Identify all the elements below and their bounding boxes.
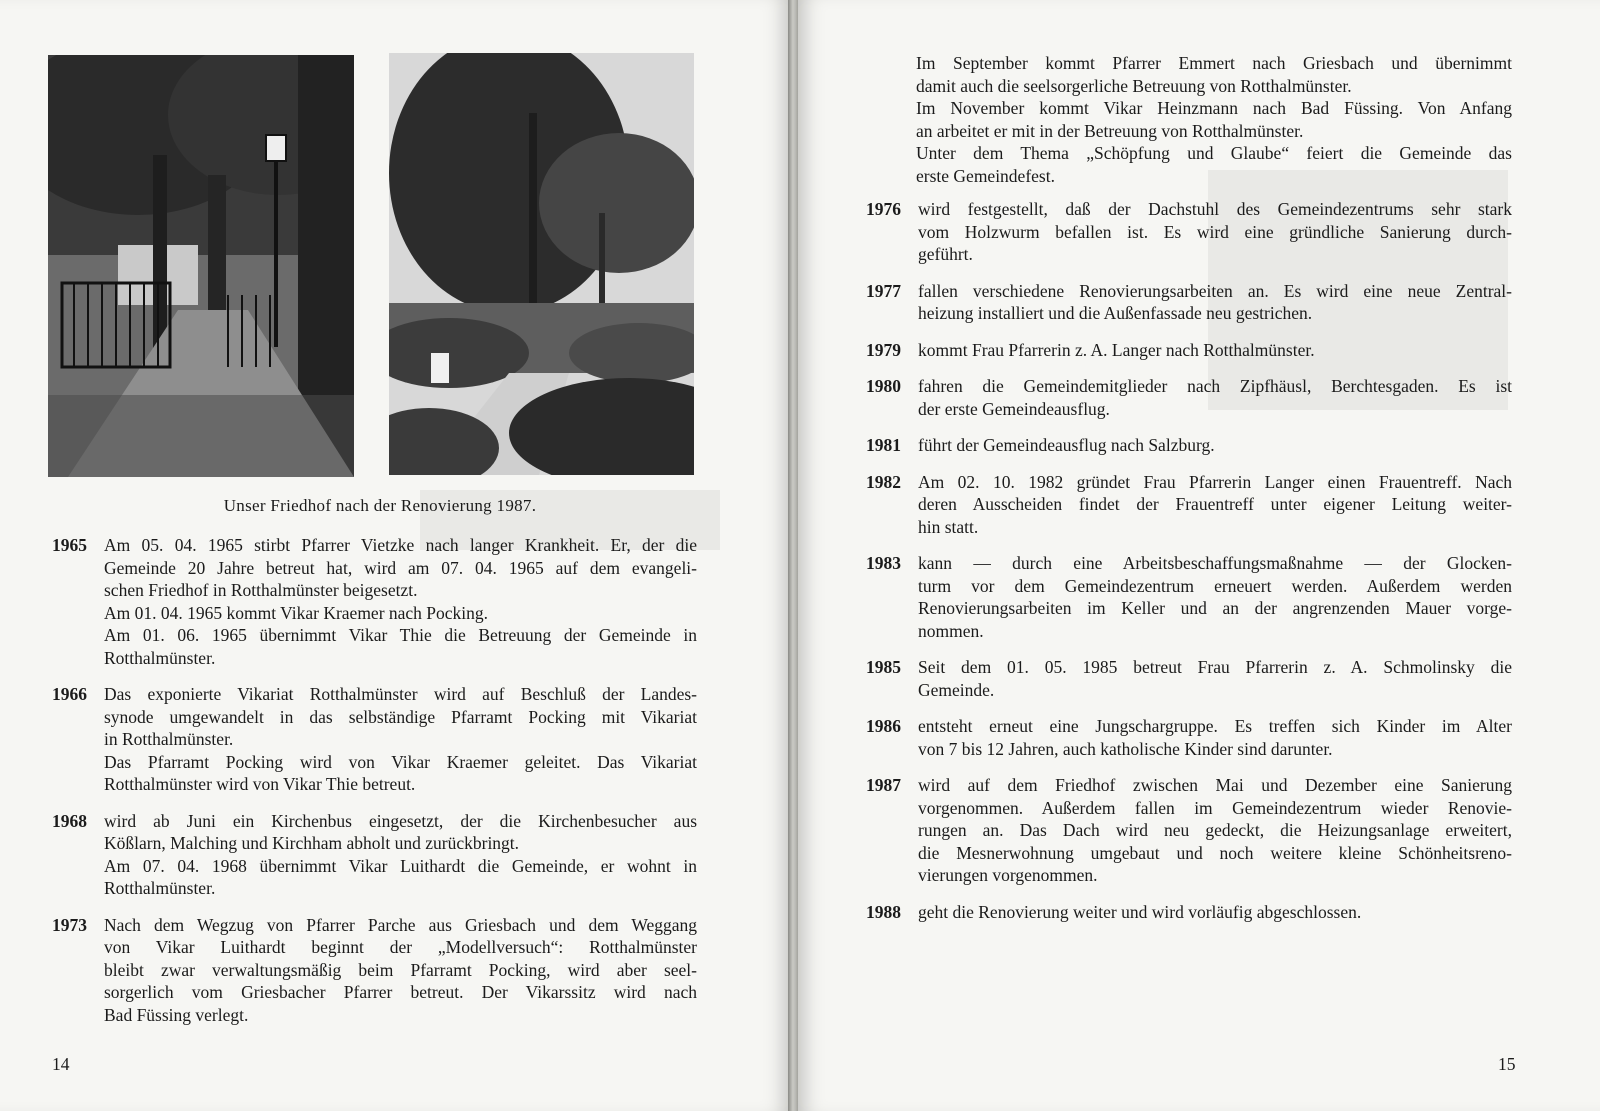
entry-text <box>104 810 697 900</box>
chronicle-entry <box>52 914 697 1027</box>
entry-text <box>918 339 1512 362</box>
text-line: hin statt. <box>918 516 979 537</box>
text-line: vierungen vorgenommen. <box>918 865 1098 885</box>
text-line: Das Pfarramt Pocking wird von Vikar Kraemer geleitet. Das Vikariat <box>104 751 697 772</box>
entry-text <box>918 434 1512 457</box>
text-line: Gemeinde 20 Jahre betreut hat, wird am 07. 04. 1965 auf dem evangeli- <box>104 557 697 578</box>
text-line: Rotthalmünster wird von Vikar Thie betreut. <box>104 774 416 794</box>
entry-year: 1983 <box>866 553 901 573</box>
entry-year: 1979 <box>866 339 901 360</box>
text-line: Am 05. 04. 1965 stirbt Pfarrer Vietzke nach langer Krankheit. Er, der die <box>104 535 697 555</box>
text-line: nommen. <box>918 620 984 641</box>
entry-year: 1986 <box>866 716 901 736</box>
text-line: fallen verschiedene Renovierungsarbeiten an. Es wird eine neue Zentral- <box>918 280 1512 301</box>
entry-text <box>918 375 1512 420</box>
entry-year: 1977 <box>866 280 901 301</box>
entry-year: 1968 <box>52 810 87 831</box>
text-line: von 7 bis 12 Jahren, auch katholische Kinder sind darunter. <box>918 738 1333 759</box>
text-line: Seit dem 01. 05. 1985 betreut Frau Pfarrerin z. A. Schmolinsky die <box>918 657 1512 677</box>
text-line: Unter dem Thema „Schöpfung und Glaube“ feiert die Gemeinde das <box>916 143 1512 163</box>
entry-text <box>918 774 1512 887</box>
text-line: Kößlarn, Malching und Kirchham abholt und zurückbringt. <box>104 833 520 853</box>
text-line: erste Gemeindefest. <box>916 165 1055 186</box>
entry-year: 1976 <box>866 199 901 219</box>
text-line: Im September kommt Pfarrer Emmert nach Griesbach und übernimmt <box>916 53 1512 73</box>
cemetery-garden-photo <box>389 53 694 475</box>
text-line: wird ab Juni ein Kirchenbus eingesetzt, der die Kirchenbesucher aus <box>104 810 697 831</box>
text-line: sorgerlich vom Griesbacher Pfarrer betreut. Der Vikarssitz wird nach <box>104 982 697 1002</box>
text-line: Rotthalmünster. <box>104 647 216 668</box>
chronicle-entry <box>52 810 697 900</box>
text-line: entsteht erneut eine Jungschargruppe. Es treffen sich Kinder im Alter <box>918 716 1512 736</box>
text-line: kommt Frau Pfarrerin z. A. Langer nach Rotthalmünster. <box>918 339 1315 360</box>
entry-year: 1988 <box>866 901 901 922</box>
page-number: 15 <box>1498 1054 1516 1074</box>
entry-year: 1985 <box>866 657 901 677</box>
chronicle-entry <box>866 552 1512 642</box>
text-line: bleibt zwar verwaltungsmäßig beim Pfarramt Pocking, wird aber seel- <box>104 959 697 980</box>
entry-text <box>918 715 1512 760</box>
entry-text <box>918 552 1512 642</box>
entry-text <box>104 914 697 1027</box>
text-line: vorgenommen. Außerdem fallen im Gemeindezentrum wieder Renovie- <box>918 797 1512 818</box>
entry-year: 1982 <box>866 471 901 492</box>
entry-text <box>918 280 1512 325</box>
entry-text <box>104 534 697 669</box>
text-line: heizung installiert und die Außenfassade neu gestrichen. <box>918 303 1313 323</box>
entry-year: 1965 <box>52 535 87 555</box>
entry-text <box>918 656 1512 701</box>
text-line: Am 01. 04. 1965 kommt Vikar Kraemer nach Pocking. <box>104 602 489 623</box>
left-page <box>0 0 790 1111</box>
cemetery-gate-photo <box>48 55 354 477</box>
text-line: geführt. <box>918 244 973 264</box>
entry-text <box>918 901 1512 924</box>
text-line: Renovierungsarbeiten im Keller und an der angrenzenden Mauer vorge- <box>918 598 1512 618</box>
text-line: kann — durch eine Arbeitsbeschaffungsmaßnahme — der Glocken- <box>918 553 1512 573</box>
chronicle-entries-left <box>52 534 697 1040</box>
chronicle-entry <box>866 656 1512 701</box>
text-line: wird auf dem Friedhof zwischen Mai und Dezember eine Sanierung <box>918 775 1512 795</box>
text-line: synode umgewandelt in das selbständige Pfarramt Pocking mit Vikariat <box>104 706 697 727</box>
text-line: damit auch die seelsorgerliche Betreuung von Rotthalmünster. <box>916 75 1352 96</box>
chronicle-entry <box>866 901 1512 924</box>
text-line: Gemeinde. <box>918 679 995 700</box>
entry-text <box>104 683 697 796</box>
page-number: 14 <box>52 1054 70 1074</box>
text-line: Im November kommt Vikar Heinzmann nach Bad Füssing. Von Anfang <box>916 98 1512 118</box>
text-line: wird festgestellt, daß der Dachstuhl des Gemeindezentrums sehr stark <box>918 199 1512 219</box>
text-line: rungen an. Das Dach wird neu gedeckt, die Heizungsanlage erweitert, <box>918 820 1512 840</box>
text-line: führt der Gemeindeausflug nach Salzburg. <box>918 435 1215 455</box>
chronicle-entry <box>866 280 1512 325</box>
text-line: die Mesnerwohnung umgebaut und noch weitere kleine Schönheitsreno- <box>918 842 1512 863</box>
text-line: der erste Gemeindeausflug. <box>918 398 1110 419</box>
photo-caption: Unser Friedhof nach der Renovierung 1987. <box>223 496 537 515</box>
entry-year: 1987 <box>866 775 901 795</box>
text-line: geht die Renovierung weiter und wird vorläufig abgeschlossen. <box>918 901 1362 922</box>
text-line: Das exponierte Vikariat Rotthalmünster wird auf Beschluß der Landes- <box>104 684 697 704</box>
text-line: deren Ausscheiden findet der Frauentreff unter eigener Leitung weiter- <box>918 494 1512 514</box>
entry-year: 1981 <box>866 435 901 455</box>
intro-paragraph <box>916 52 1512 187</box>
chronicle-entry <box>866 774 1512 887</box>
right-page <box>798 0 1600 1111</box>
text-line: vom Holzwurm befallen ist. Es wird eine gründliche Sanierung durch- <box>918 221 1512 242</box>
chronicle-entry <box>866 434 1512 457</box>
chronicle-entries-right <box>866 198 1512 937</box>
chronicle-entry <box>866 471 1512 539</box>
chronicle-entry <box>52 683 697 796</box>
text-line: Am 07. 04. 1968 übernimmt Vikar Luithardt die Gemeinde, er wohnt in <box>104 855 697 876</box>
chronicle-entry <box>866 715 1512 760</box>
chronicle-entry <box>866 198 1512 266</box>
chronicle-entry <box>866 339 1512 362</box>
entry-year: 1973 <box>52 914 87 935</box>
entry-text <box>918 198 1512 266</box>
text-line: Bad Füssing verlegt. <box>104 1004 249 1025</box>
text-line: an arbeitet er mit in der Betreuung von Rotthalmünster. <box>916 120 1304 141</box>
text-line: schen Friedhof in Rotthalmünster beigesetzt. <box>104 580 418 600</box>
chronicle-entry <box>52 534 697 669</box>
text-line: fahren die Gemeindemitglieder nach Zipfhäusl, Berchtesgaden. Es ist <box>918 376 1512 396</box>
text-line: turm vor dem Gemeindezentrum erneuert werden. Außerdem werden <box>918 575 1512 596</box>
text-line: in Rotthalmünster. <box>104 729 234 749</box>
entry-year: 1966 <box>52 684 87 704</box>
entry-year: 1980 <box>866 376 901 396</box>
text-line: Rotthalmünster. <box>104 878 216 898</box>
chronicle-entry <box>866 375 1512 420</box>
text-line: von Vikar Luithardt beginnt der „Modellversuch“: Rotthalmünster <box>104 937 697 957</box>
text-line: Am 01. 06. 1965 übernimmt Vikar Thie die Betreuung der Gemeinde in <box>104 625 697 645</box>
text-line: Am 02. 10. 1982 gründet Frau Pfarrerin Langer einen Frauentreff. Nach <box>918 471 1512 492</box>
text-line: Nach dem Wegzug von Pfarrer Parche aus Griesbach und dem Weggang <box>104 914 697 935</box>
entry-text <box>918 471 1512 539</box>
